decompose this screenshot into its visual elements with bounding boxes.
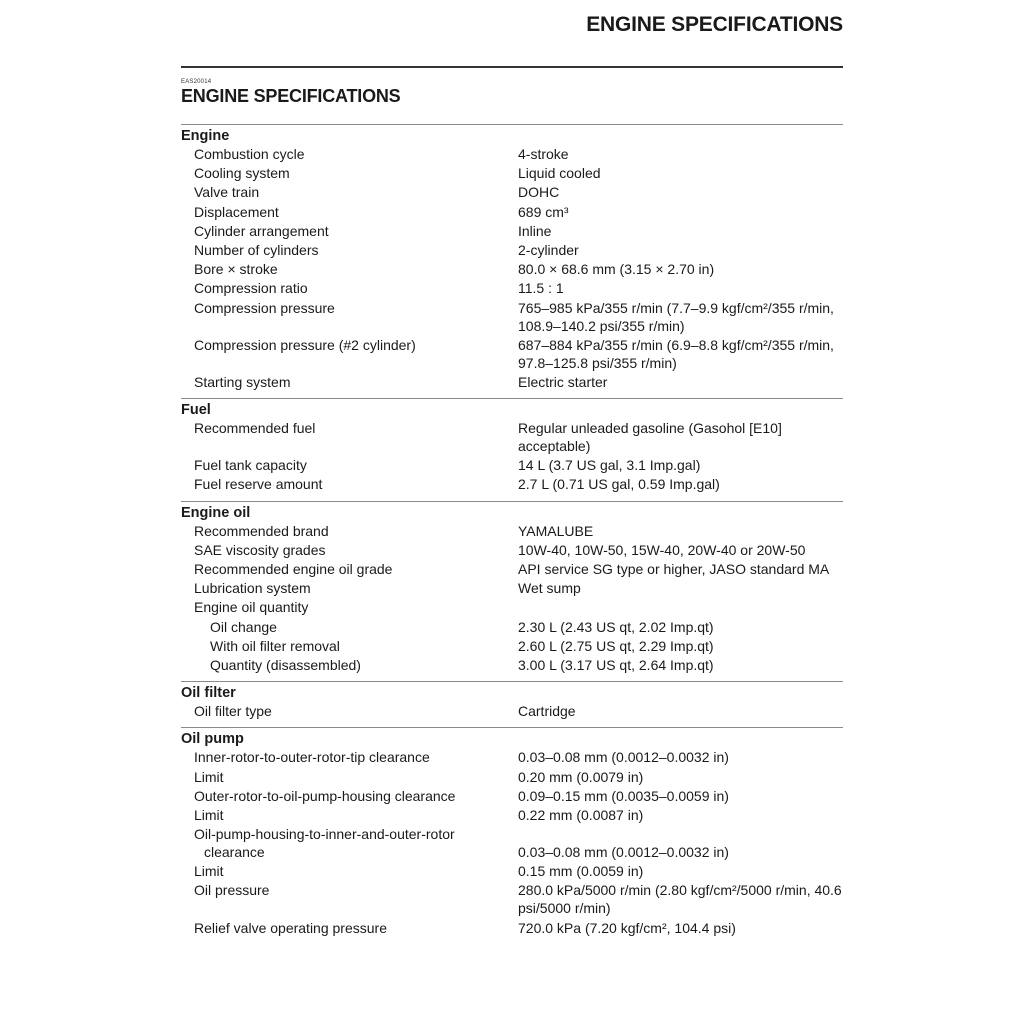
spec-value: 3.00 L (3.17 US qt, 2.64 Imp.qt) — [518, 656, 714, 673]
spec-label — [181, 768, 518, 786]
spec-row — [181, 748, 843, 766]
spec-label-continuation: clearance — [204, 844, 265, 861]
spec-row — [181, 919, 843, 937]
spec-label — [181, 336, 518, 372]
spec-row — [181, 456, 843, 474]
spec-value: 689 cm³ — [518, 203, 569, 220]
spec-value: 0.09–0.15 mm (0.0035–0.0059 in) — [518, 787, 729, 804]
spec-value: 2.60 L (2.75 US qt, 2.29 Imp.qt) — [518, 637, 714, 654]
spec-label-text: Fuel reserve amount — [194, 476, 323, 493]
spec-label-text: Inner-rotor-to-outer-rotor-tip clearance — [194, 749, 430, 766]
spec-label-text: Quantity (disassembled) — [210, 656, 361, 673]
spec-label-text: Starting system — [194, 373, 291, 390]
spec-value: 280.0 kPa/5000 r/min (2.80 kgf/cm²/5000 r/min, 40.6 psi/5000 r/min) — [518, 882, 842, 917]
spec-label — [181, 241, 518, 259]
spec-value: 687–884 kPa/355 r/min (6.9–8.8 kgf/cm²/355 r/min, 97.8–125.8 psi/355 r/min) — [518, 336, 834, 371]
spec-label — [181, 560, 518, 578]
spec-value: YAMALUBE — [518, 522, 594, 539]
spec-row — [181, 579, 843, 597]
spec-row — [181, 336, 843, 372]
spec-value: Electric starter — [518, 373, 608, 390]
spec-row — [181, 787, 843, 805]
spec-label-text: Oil-pump-housing-to-inner-and-outer-rotor — [194, 826, 455, 843]
spec-label — [181, 419, 518, 455]
spec-label — [181, 222, 518, 240]
spec-label-text: Combustion cycle — [194, 146, 305, 162]
spec-label-text: Fuel tank capacity — [194, 457, 307, 474]
spec-label-text: Engine oil quantity — [194, 599, 309, 616]
spec-label-text: Recommended engine oil grade — [194, 561, 393, 577]
spec-row — [181, 145, 843, 163]
spec-row — [181, 598, 843, 616]
spec-row — [181, 164, 843, 182]
spec-label — [181, 787, 518, 805]
spec-label — [181, 598, 518, 616]
spec-row — [181, 618, 843, 636]
group-title: Engine — [181, 128, 230, 144]
spec-row — [181, 522, 843, 540]
spec-label — [181, 748, 518, 766]
spec-value: 0.20 mm (0.0079 in) — [518, 768, 644, 785]
spec-value: 2.30 L (2.43 US qt, 2.02 Imp.qt) — [518, 618, 714, 635]
spec-label — [181, 299, 518, 335]
spec-row — [181, 241, 843, 259]
group-title: Oil filter — [181, 685, 236, 702]
spec-label-text: With oil filter removal — [210, 637, 340, 654]
spec-value: DOHC — [518, 184, 560, 201]
spec-row — [181, 373, 843, 391]
spec-value: 0.03–0.08 mm (0.0012–0.0032 in) — [518, 749, 729, 766]
spec-row — [181, 299, 843, 335]
spec-label — [181, 164, 518, 182]
spec-value: Inline — [518, 222, 552, 239]
spec-group — [181, 727, 843, 944]
group-title: Oil pump — [181, 731, 244, 748]
spec-label — [181, 806, 518, 824]
spec-value: 765–985 kPa/355 r/min (7.7–9.9 kgf/cm²/355 r/min, 108.9–140.2 psi/355 r/min) — [518, 299, 834, 334]
spec-group — [181, 681, 843, 727]
spec-table — [181, 124, 843, 944]
spec-value: 0.03–0.08 mm (0.0012–0.0032 in) — [518, 844, 729, 861]
spec-row — [181, 656, 843, 674]
spec-value: 11.5 : 1 — [518, 280, 564, 297]
section-title: ENGINE SPECIFICATIONS — [181, 86, 401, 106]
spec-label-text: Outer-rotor-to-oil-pump-housing clearance — [194, 787, 456, 804]
spec-row — [181, 222, 843, 240]
spec-label-text: Cylinder arrangement — [194, 222, 329, 239]
spec-group — [181, 398, 843, 501]
header-rule — [181, 66, 843, 68]
spec-label-text: Lubrication system — [194, 580, 311, 597]
spec-row — [181, 475, 843, 493]
spec-label-text: Oil pressure — [194, 882, 270, 899]
spec-label — [181, 279, 518, 297]
group-title: Fuel — [181, 402, 211, 419]
section-code: EAS20014 — [181, 79, 212, 85]
spec-label — [181, 260, 518, 278]
spec-label-text: Compression pressure (#2 cylinder) — [194, 336, 416, 353]
spec-value: 0.22 mm (0.0087 in) — [518, 806, 644, 823]
spec-label-text: Valve train — [194, 184, 260, 201]
spec-value: 14 L (3.7 US gal, 3.1 Imp.gal) — [518, 457, 701, 474]
spec-label — [181, 522, 518, 540]
spec-value: 4-stroke — [518, 146, 569, 162]
spec-value: API service SG type or higher, JASO standard MA — [518, 561, 830, 577]
spec-value: Wet sump — [518, 580, 581, 597]
spec-value: 720.0 kPa (7.20 kgf/cm², 104.4 psi) — [518, 919, 736, 936]
spec-row — [181, 279, 843, 297]
spec-row — [181, 183, 843, 201]
spec-row — [181, 260, 843, 278]
spec-label — [181, 475, 518, 493]
spec-row — [181, 637, 843, 655]
spec-group — [181, 124, 843, 398]
spec-row — [181, 419, 843, 455]
spec-row — [181, 560, 843, 578]
spec-label-text: Displacement — [194, 203, 279, 220]
spec-value: Cartridge — [518, 703, 576, 720]
spec-label-text: Oil filter type — [194, 703, 272, 720]
spec-row — [181, 862, 843, 880]
spec-label-text: Recommended brand — [194, 522, 329, 539]
group-title: Engine oil — [181, 504, 251, 521]
spec-label — [181, 579, 518, 597]
spec-value: Regular unleaded gasoline (Gasohol [E10] acceptable) — [518, 420, 782, 455]
spec-label — [181, 702, 518, 720]
spec-value — [518, 598, 843, 616]
spec-label — [181, 881, 518, 917]
spec-label — [181, 637, 518, 655]
spec-row — [181, 881, 843, 917]
spec-label-text: Cooling system — [194, 165, 290, 182]
spec-label — [181, 541, 518, 559]
spec-label — [181, 618, 518, 636]
spec-row — [181, 825, 843, 861]
spec-label — [181, 456, 518, 474]
spec-value: 0.15 mm (0.0059 in) — [518, 863, 644, 880]
spec-label-text: Bore × stroke — [194, 261, 278, 278]
spec-label-text: Compression ratio — [194, 280, 308, 297]
spec-label — [181, 656, 518, 674]
spec-label — [181, 203, 518, 221]
spec-value: 2.7 L (0.71 US gal, 0.59 Imp.gal) — [518, 476, 720, 493]
spec-label-text: Number of cylinders — [194, 241, 319, 258]
spec-label — [181, 862, 518, 880]
spec-value: 2-cylinder — [518, 241, 579, 258]
spec-value: 10W-40, 10W-50, 15W-40, 20W-40 or 20W-50 — [518, 541, 806, 558]
spec-row — [181, 702, 843, 720]
spec-row — [181, 203, 843, 221]
spec-value: 80.0 × 68.6 mm (3.15 × 2.70 in) — [518, 261, 715, 278]
spec-value: Liquid cooled — [518, 165, 601, 182]
spec-label-text: Limit — [194, 768, 224, 785]
spec-label-text: Limit — [194, 863, 224, 880]
running-head: ENGINE SPECIFICATIONS — [586, 13, 843, 36]
spec-label-text: Oil change — [210, 618, 277, 635]
spec-label — [181, 183, 518, 201]
spec-label-text: Recommended fuel — [194, 420, 316, 437]
spec-label — [181, 373, 518, 391]
spec-row — [181, 768, 843, 786]
spec-label — [181, 825, 518, 861]
spec-label — [181, 919, 518, 937]
spec-row — [181, 541, 843, 559]
spec-label-text: Relief valve operating pressure — [194, 919, 387, 936]
spec-label-text: Limit — [194, 806, 224, 823]
spec-label — [181, 145, 518, 163]
spec-label-text: SAE viscosity grades — [194, 541, 326, 558]
spec-label-text: Compression pressure — [194, 299, 335, 316]
spec-row — [181, 806, 843, 824]
spec-group — [181, 501, 843, 682]
